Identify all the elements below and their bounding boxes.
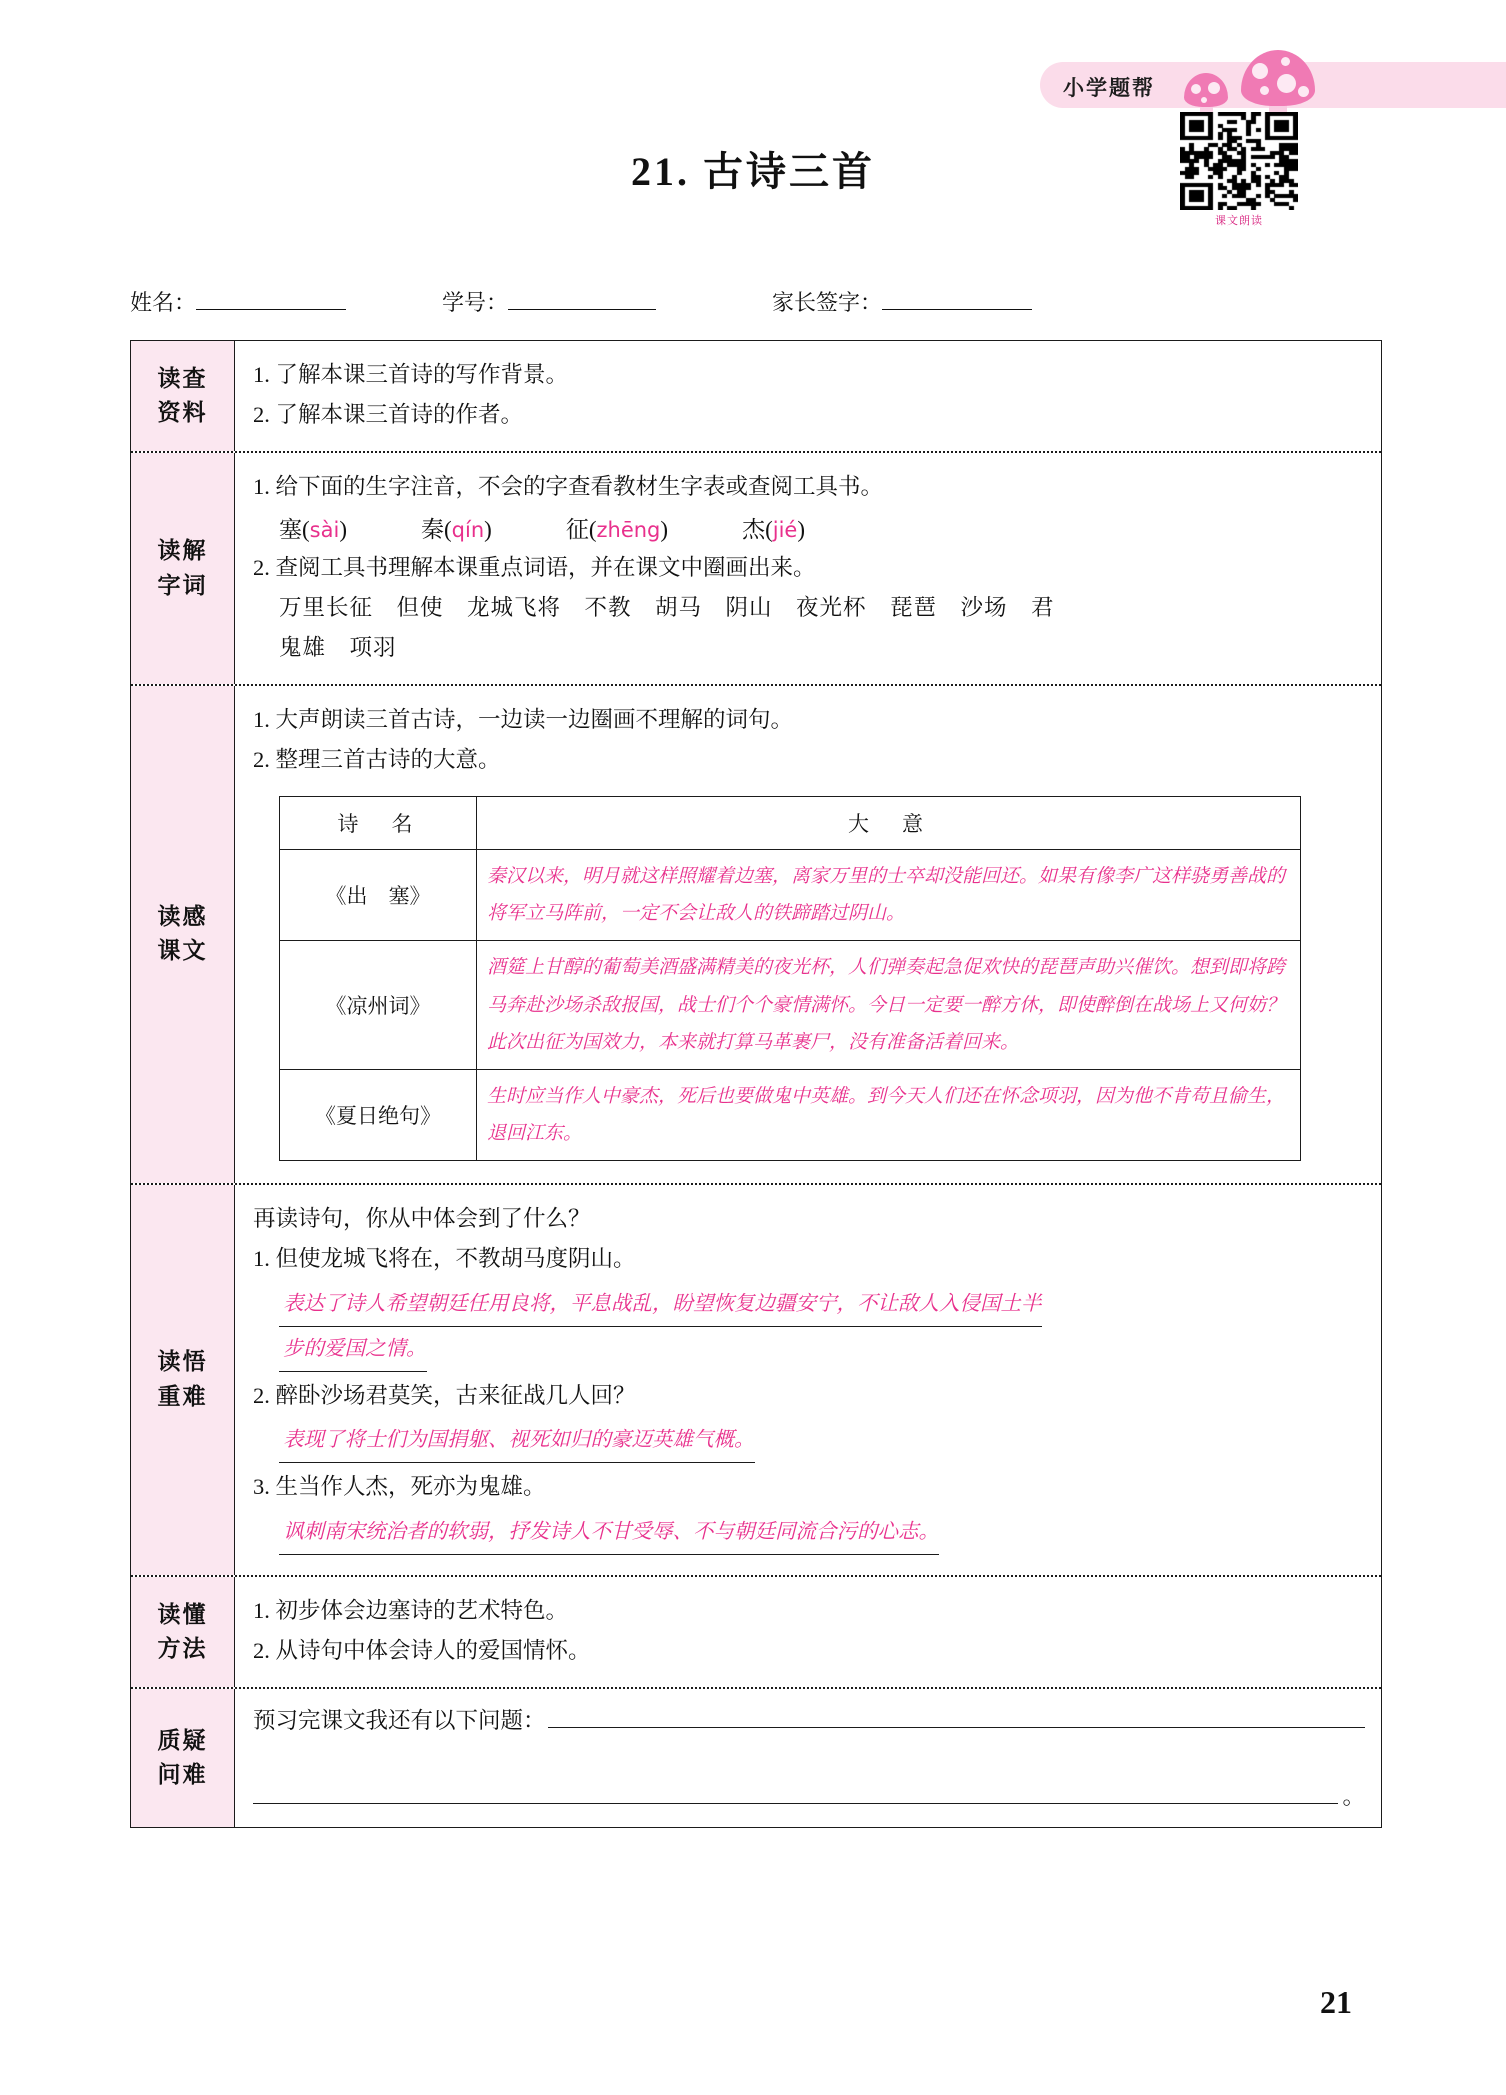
- questioning-prompt: 预习完课文我还有以下问题：: [253, 1708, 546, 1734]
- parent-signature-label: 家长签字：: [772, 290, 883, 315]
- table-row: [280, 850, 1301, 941]
- poem-meaning-table: [279, 796, 1301, 1160]
- mushroom-large-icon: [1241, 50, 1315, 106]
- parent-signature-input-rule[interactable]: [882, 289, 1032, 310]
- section-label-line2: 资料: [157, 400, 208, 426]
- pinyin-char: 征: [565, 517, 589, 543]
- pinyin-char: 杰: [742, 517, 766, 543]
- insight-question: 1. 但使龙城飞将在，不教胡马度阴山。: [253, 1246, 636, 1272]
- poem-meaning-cell[interactable]: 生时应当作人中豪杰，死后也要做鬼中英雄。到今天人们还在怀念项羽，因为他不肯苟且偷生，退回江东。: [477, 1069, 1301, 1160]
- insight-answer-line[interactable]: 表达了诗人希望朝廷任用良将，平息战乱，盼望恢复边疆安宁，不让敌人入侵国土半: [279, 1282, 1042, 1327]
- section-row-read-insight: [131, 1185, 1381, 1577]
- pinyin-value: zhēng: [596, 518, 661, 543]
- qr-caption: 课文朗读: [1215, 214, 1263, 227]
- worksheet-table: [130, 340, 1382, 1828]
- section-label-line1: 读悟: [157, 1349, 208, 1375]
- section-row-read-method: [131, 1577, 1381, 1689]
- name-input-rule[interactable]: [196, 289, 346, 310]
- task-item: 2. 查阅工具书理解本课重点词语，并在课文中圈画出来。: [253, 555, 816, 581]
- pinyin-item: 杰(jié): [742, 517, 806, 543]
- section-label-read-insight: [131, 1185, 235, 1575]
- poem-name-cell: 《凉州词》: [280, 941, 477, 1069]
- section-body-read-method: [235, 1577, 1381, 1687]
- table-row: [280, 941, 1301, 1069]
- insight-question: 3. 生当作人杰，死亦为鬼雄。: [253, 1474, 546, 1500]
- student-id-label: 学号：: [442, 290, 509, 315]
- poem-name-cell: 《出 塞》: [280, 850, 477, 941]
- poem-meaning-cell[interactable]: 秦汉以来，明月就这样照耀着边塞，离家万里的士卒却没能回还。如果有像李广这样骁勇善战的将军立马阵前，一定不会让敌人的铁蹄踏过阴山。: [477, 850, 1301, 941]
- task-item: 1. 大声朗读三首古诗，一边读一边圈画不理解的词句。: [253, 707, 794, 733]
- section-label-read-comprehension: [131, 686, 235, 1182]
- page-title: 21. 古诗三首: [631, 149, 875, 194]
- questioning-end-mark: 。: [1342, 1784, 1365, 1810]
- section-label-line2: 课文: [157, 938, 208, 964]
- brand-badge-label: 小学题帮: [1063, 76, 1155, 100]
- insight-answer-block[interactable]: [253, 1418, 1365, 1463]
- questioning-blank-line-1[interactable]: [548, 1709, 1365, 1728]
- section-row-read-vocabulary: [131, 453, 1381, 686]
- section-label-line2: 重难: [157, 1383, 208, 1409]
- section-row-questioning: [131, 1689, 1381, 1827]
- page-number: 21: [1320, 1984, 1352, 2020]
- section-label-read-method: [131, 1577, 235, 1687]
- section-label-read-research: [131, 341, 235, 451]
- section-label-read-vocabulary: [131, 453, 235, 684]
- pinyin-value: sài: [309, 518, 340, 543]
- questioning-blank-row-2: [253, 1779, 1365, 1811]
- student-id-input-rule[interactable]: [508, 289, 656, 310]
- table-row: [280, 1069, 1301, 1160]
- section-label-line1: 读解: [157, 538, 208, 564]
- pinyin-char: 塞: [279, 517, 302, 543]
- task-item: 1. 初步体会边塞诗的艺术特色。: [253, 1597, 569, 1623]
- name-label: 姓名：: [130, 290, 197, 315]
- questioning-prompt-row: [253, 1703, 1365, 1735]
- pinyin-item: 征(zhēng): [565, 517, 669, 543]
- vocabulary-line: 鬼雄 项羽: [279, 635, 397, 661]
- parent-signature-field[interactable]: [772, 286, 1032, 317]
- insight-answer-line[interactable]: 步的爱国之情。: [279, 1327, 427, 1372]
- section-label-line1: 读懂: [157, 1601, 208, 1627]
- pinyin-char: 秦: [421, 517, 444, 543]
- section-body-read-comprehension: [235, 686, 1381, 1182]
- section-label-questioning: [131, 1689, 235, 1827]
- table-header-row: [280, 797, 1301, 850]
- student-info-row: [130, 286, 1200, 317]
- name-field[interactable]: [130, 286, 346, 317]
- mushroom-small-icon: [1184, 73, 1228, 107]
- section-body-read-research: [235, 341, 1381, 451]
- pinyin-value: jié: [772, 518, 798, 543]
- section-label-line2: 问难: [157, 1762, 208, 1788]
- insight-answer-block[interactable]: [253, 1510, 1365, 1555]
- insight-question: 2. 醉卧沙场君莫笑，古来征战几人回？: [253, 1382, 636, 1408]
- section-label-line1: 读感: [157, 903, 208, 929]
- pinyin-list: [253, 511, 1365, 544]
- task-item: 2. 整理三首古诗的大意。: [253, 747, 501, 773]
- task-item: 1. 了解本课三首诗的写作背景。: [253, 362, 569, 387]
- insight-prompt: 再读诗句，你从中体会到了什么？: [253, 1205, 591, 1231]
- task-item: 2. 了解本课三首诗的作者。: [253, 402, 524, 428]
- section-label-line1: 质疑: [157, 1727, 208, 1753]
- insight-answer-line[interactable]: 表现了将士们为国捐躯、视死如归的豪迈英雄气概。: [279, 1418, 755, 1463]
- section-row-read-research: [131, 341, 1381, 453]
- insight-answer-block[interactable]: [253, 1282, 1365, 1372]
- pinyin-value: qín: [451, 518, 485, 543]
- questioning-blank-line-2[interactable]: [253, 1785, 1338, 1804]
- student-id-field[interactable]: [442, 286, 656, 317]
- section-label-line1: 读查: [157, 365, 208, 391]
- insight-answer-line[interactable]: 讽刺南宋统治者的软弱，抒发诗人不甘受辱、不与朝廷同流合污的心志。: [279, 1510, 939, 1555]
- vocabulary-line: 万里长征 但使 龙城飞将 不教 胡马 阴山 夜光杯 琵琶 沙场 君: [279, 595, 1055, 621]
- section-body-read-insight: [235, 1185, 1381, 1575]
- task-item: 1. 给下面的生字注音，不会的字查看教材生字表或查阅工具书。: [253, 474, 884, 500]
- section-body-questioning: [235, 1689, 1381, 1827]
- column-header-poem-name: 诗 名: [280, 797, 477, 850]
- poem-name-cell: 《夏日绝句》: [280, 1069, 477, 1160]
- column-header-meaning: 大 意: [477, 797, 1301, 850]
- poem-meaning-cell[interactable]: 酒筵上甘醇的葡萄美酒盛满精美的夜光杯，人们弹奏起急促欢快的琵琶声助兴催饮。想到即将跨马奔赴沙场杀敌报国，战士们个个豪情满怀。今日一定要一醉方休，即使醉倒在战场上又何妨？此次出征为国效力，本来就打算马革裹尸，没有准备活着回来。: [477, 941, 1301, 1069]
- section-label-line2: 字词: [157, 572, 208, 598]
- pinyin-item: 秦(qín): [421, 517, 492, 543]
- section-row-read-comprehension: [131, 686, 1381, 1184]
- section-body-read-vocabulary: [235, 453, 1381, 684]
- section-label-line2: 方法: [157, 1636, 208, 1661]
- pinyin-item: 塞(sài): [279, 517, 347, 543]
- task-item: 2. 从诗句中体会诗人的爱国情怀。: [253, 1638, 591, 1663]
